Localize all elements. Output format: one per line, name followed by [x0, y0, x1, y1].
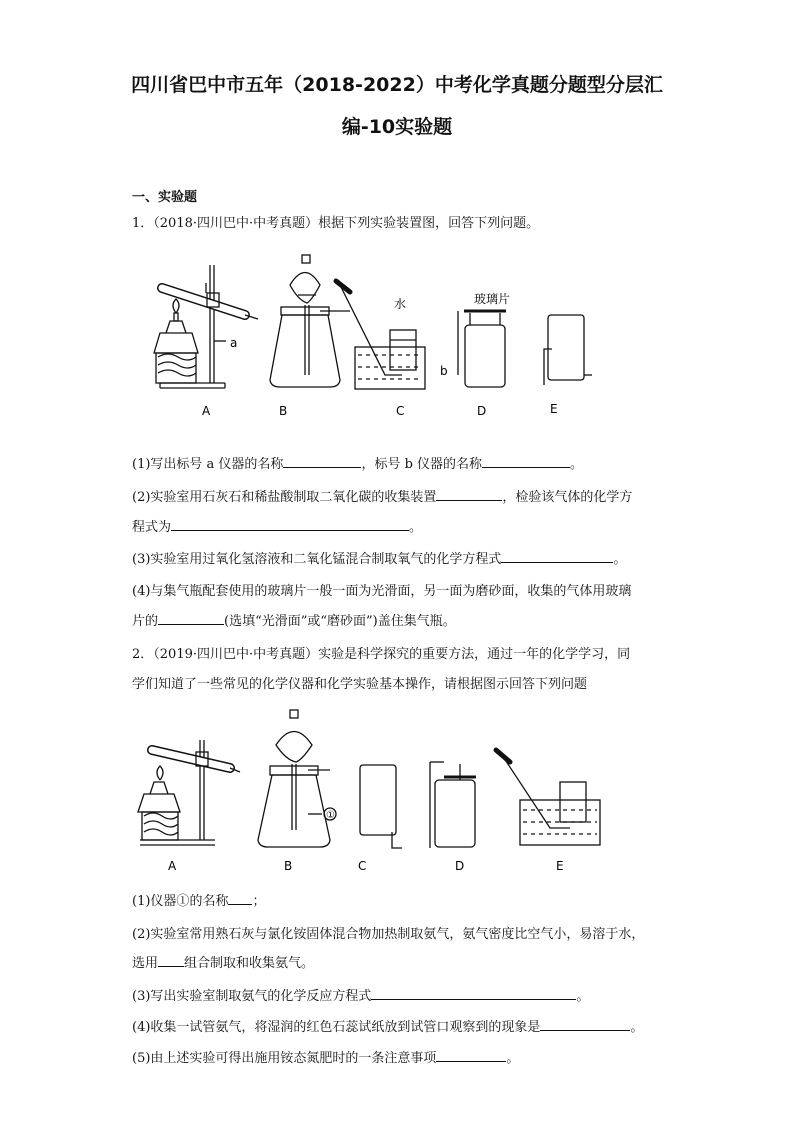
- q2-part1-text-a: (1)仪器: [132, 894, 177, 909]
- q1-apparatus-figure: [140, 245, 610, 424]
- q1-blank-face[interactable]: [158, 611, 224, 625]
- q1-part4-text-a: (4)与集气瓶配套使用的玻璃片一般一面为光滑面，另一面为磨砂面，收集的气体用玻璃: [132, 584, 632, 599]
- q1-part2-text-a: (2)实验室用石灰石和稀盐酸制取二氧化碳的收集装置: [132, 490, 437, 505]
- q2-part2-text-b: 选用: [132, 956, 159, 971]
- q1-label-A: A: [202, 404, 211, 418]
- q2-part1-text-c: ；: [252, 894, 266, 909]
- q2-part3: [132, 985, 589, 1004]
- q1-blank-b-name[interactable]: [482, 454, 570, 468]
- q1-part4: [132, 580, 631, 599]
- q1-part1-text-a: (1)写出标号 a 仪器的名称: [132, 457, 284, 472]
- q1-label-glass-plate: 玻璃片: [474, 292, 511, 306]
- q1-part2-text-b: ，检验该气体的化学方: [502, 490, 633, 505]
- q2-blank-name[interactable]: [228, 891, 252, 905]
- q2-blank-combination[interactable]: [158, 953, 184, 967]
- q2-part1-text-b: 的名称: [189, 894, 229, 909]
- q2-part1: [132, 890, 265, 909]
- q2-part3-text-a: (3)写出实验室制取氨气的化学反应方程式: [132, 989, 372, 1004]
- q2-part4-text-b: 。: [630, 1020, 644, 1035]
- q1-part2-text-d: 。: [409, 520, 423, 535]
- q2-label-D: D: [455, 859, 465, 873]
- q1-part1-text-c: 。: [570, 457, 584, 472]
- q2-stem-line2: 学们知道了一些常见的化学仪器和化学实验基本操作，请根据图示回答下列问题: [132, 677, 588, 692]
- q1-label-E: E: [550, 402, 558, 416]
- q1-label-D: D: [477, 404, 487, 418]
- q2-part5: [132, 1047, 519, 1066]
- q2-part2-text-c: 组合制取和收集氨气。: [184, 956, 315, 971]
- q1-blank-o2-equation[interactable]: [501, 549, 613, 563]
- q1-blank-collection[interactable]: [436, 487, 502, 501]
- q1-label-water: 水: [394, 297, 407, 311]
- q2-label-E: E: [556, 859, 564, 873]
- q1-part1: [132, 453, 583, 472]
- q2-blank-precaution[interactable]: [436, 1048, 506, 1062]
- q1-part4-text-b: 片的: [132, 614, 159, 629]
- q1-label-a: a: [230, 336, 238, 350]
- q2-blank-equation[interactable]: [371, 986, 576, 1000]
- q2-part1-circle: ①: [176, 894, 190, 909]
- q1-blank-equation[interactable]: [171, 517, 409, 531]
- q2-part5-text-b: 。: [506, 1051, 520, 1066]
- q1-stem: 1．（2018·四川巴中·中考真题）根据下列实验装置图，回答下列问题。: [132, 216, 540, 231]
- q1-part4-cont: [132, 610, 456, 629]
- q2-part5-text-a: (5)由上述实验可得出施用铵态氮肥时的一条注意事项: [132, 1051, 437, 1066]
- q1-label-C: C: [396, 404, 405, 418]
- q2-label-B: B: [284, 859, 293, 873]
- q2-apparatus-figure: [130, 700, 610, 884]
- q1-part2-text-c: 程式为: [132, 520, 172, 535]
- q1-part4-text-c: (选填“光滑面”或“磨砂面”)盖住集气瓶。: [224, 614, 456, 629]
- q1-part3: [132, 548, 626, 567]
- q1-part2-cont: [132, 516, 422, 535]
- q1-part1-text-b: ，标号 b 仪器的名称: [361, 457, 483, 472]
- q1-part3-text-a: (3)实验室用过氧化氢溶液和二氧化锰混合制取氧气的化学方程式: [132, 552, 502, 567]
- q1-part3-text-b: 。: [613, 552, 627, 567]
- q1-label-b: b: [440, 364, 448, 378]
- section-heading: 一、实验题: [132, 190, 198, 205]
- q2-part4-text-a: (4)收集一试管氨气，将湿润的红色石蕊试纸放到试管口观察到的现象是: [132, 1020, 541, 1035]
- q1-blank-a-name[interactable]: [283, 454, 361, 468]
- document-title-line2: 编-10实验题: [341, 116, 453, 138]
- q2-part2: [132, 923, 644, 942]
- q1-part2: [132, 486, 632, 505]
- q2-part3-text-b: 。: [576, 989, 590, 1004]
- q2-label-one: ①: [326, 810, 335, 821]
- q2-blank-phenomenon[interactable]: [540, 1017, 630, 1031]
- q2-part2-text-a: (2)实验室常用熟石灰与氯化铵固体混合物加热制取氨气，氨气密度比空气小，易溶于水，: [132, 927, 645, 942]
- q2-stem-line1: 2．（2019·四川巴中·中考真题）实验是科学探究的重要方法，通过一年的化学学习，同: [132, 647, 631, 662]
- q2-label-A: A: [168, 859, 177, 873]
- q1-label-B: B: [279, 404, 288, 418]
- q2-label-C: C: [358, 859, 367, 873]
- q2-part4: [132, 1016, 643, 1035]
- document-title-line1: 四川省巴中市五年（2018-2022）中考化学真题分题型分层汇: [131, 74, 663, 96]
- q2-part2-cont: [132, 952, 314, 971]
